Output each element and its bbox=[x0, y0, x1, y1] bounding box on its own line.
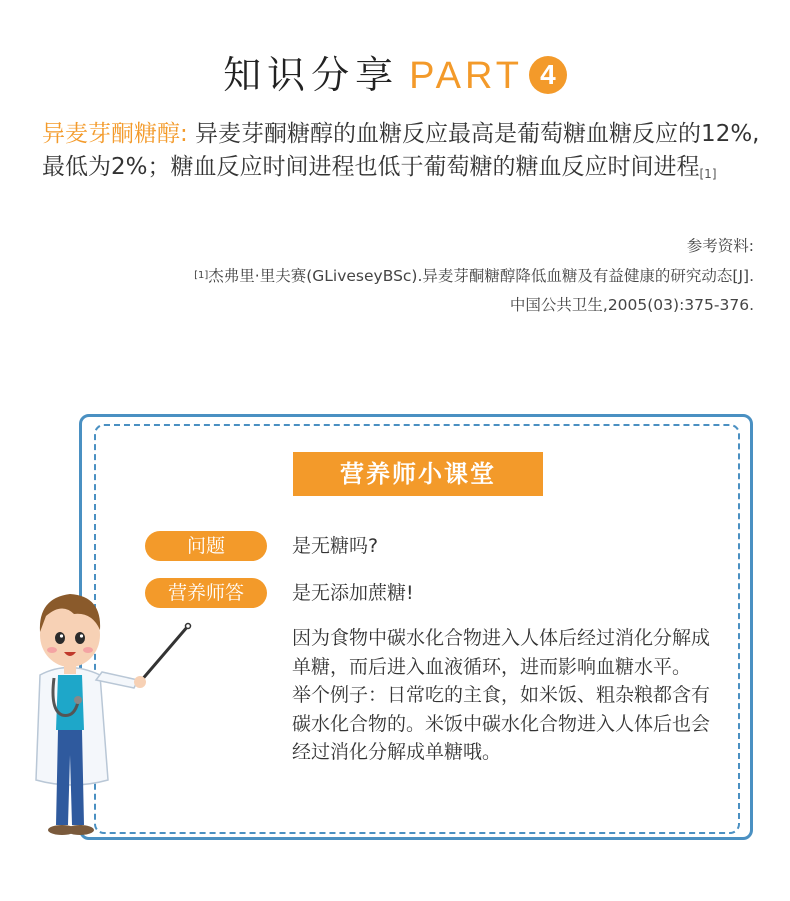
stethoscope-head bbox=[74, 696, 82, 704]
left-eye-highlight bbox=[60, 634, 63, 637]
reference-text-1: 杰弗里·里夫赛(GLiveseyBSc).异麦芽酮糖醇降低血糖及有益健康的研究动态[J]. bbox=[208, 267, 754, 285]
intro-term: 异麦芽酮糖醇: bbox=[42, 121, 188, 147]
right-eye-highlight bbox=[80, 634, 83, 637]
reference-line-1 bbox=[14, 261, 754, 291]
left-eye bbox=[55, 632, 65, 644]
reference-line-2: 中国公共卫生,2005(03):375-376. bbox=[509, 296, 754, 314]
references-block bbox=[14, 232, 754, 320]
hand bbox=[134, 676, 146, 688]
intro-text: 异麦芽酮糖醇的血糖反应最高是葡萄糖血糖反应的12%,最低为2%；糖血反应时间进程也低于葡萄糖的糖血反应时间进程 bbox=[42, 121, 760, 180]
section-header bbox=[0, 50, 790, 101]
raised-arm bbox=[96, 672, 138, 688]
question-text: 是无糖吗? bbox=[292, 535, 379, 557]
explanation-paragraph-1: 因为食物中碳水化合物进入人体后经过消化分解成单糖，而后进入血液循环，进而影响血糖水平。 bbox=[292, 627, 711, 678]
reference-marker: [1] bbox=[194, 270, 209, 281]
references-heading: 参考资料: bbox=[686, 237, 754, 255]
part-number-badge: 4 bbox=[529, 56, 567, 94]
doctor-illustration bbox=[22, 580, 202, 850]
classroom-title: 营养师小课堂 bbox=[293, 452, 543, 496]
header-title: 知识分享 bbox=[223, 53, 400, 97]
right-blush bbox=[83, 647, 93, 653]
intro-citation: [1] bbox=[699, 167, 717, 181]
answer-label-pill: 营养师答 bbox=[145, 578, 267, 608]
part-label: PART bbox=[409, 55, 523, 97]
pointer-tip bbox=[186, 624, 191, 629]
question-label-pill: 问题 bbox=[145, 531, 267, 561]
left-blush bbox=[47, 647, 57, 653]
intro-paragraph bbox=[42, 118, 762, 191]
right-eye bbox=[75, 632, 85, 644]
pointer-stick bbox=[140, 626, 188, 682]
explanation-block bbox=[292, 624, 710, 767]
answer-text: 是无添加蔗糖! bbox=[292, 582, 414, 604]
explanation-paragraph-2: 举个例子：日常吃的主食，如米饭、粗杂粮都含有碳水化合物的。米饭中碳水化合物进入人体后也会经过消化分解成单糖哦。 bbox=[292, 684, 711, 763]
right-shoe bbox=[66, 825, 94, 835]
